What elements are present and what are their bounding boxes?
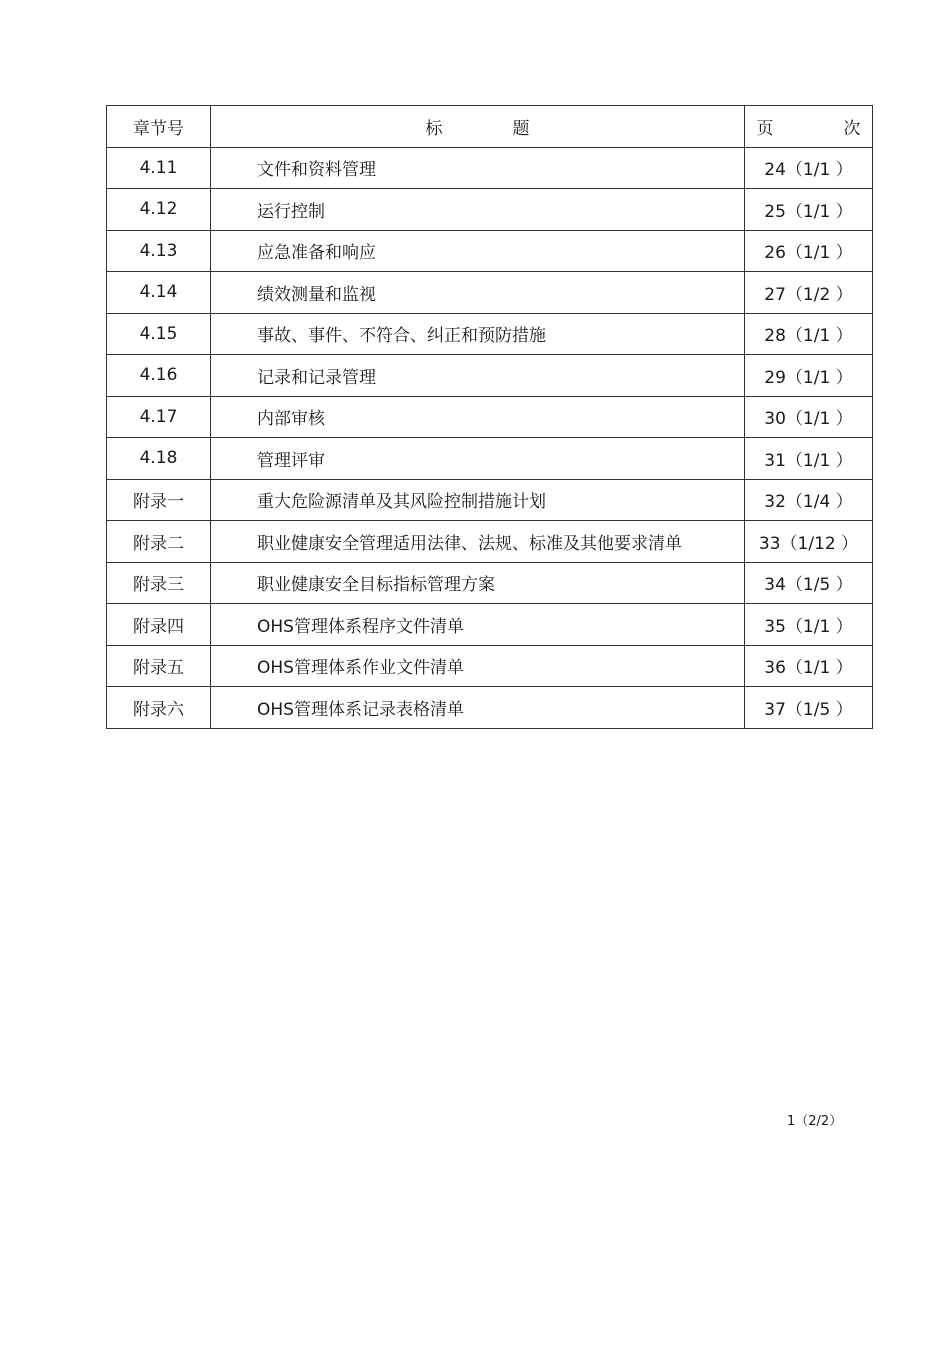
- row-section: 4.13: [107, 230, 211, 272]
- table-row: [107, 355, 873, 397]
- row-page: 24（1/1 ）: [745, 147, 873, 189]
- row-section: 附录一: [107, 479, 211, 521]
- row-page: 34（1/5 ）: [745, 562, 873, 604]
- row-section: 附录六: [107, 687, 211, 729]
- row-section: 4.11: [107, 147, 211, 189]
- row-section: 4.15: [107, 313, 211, 355]
- table-row: [107, 438, 873, 480]
- header-title: [211, 106, 745, 148]
- row-section: 4.18: [107, 438, 211, 480]
- row-section: 4.12: [107, 189, 211, 231]
- table-row: [107, 521, 873, 563]
- table-row: [107, 147, 873, 189]
- row-section: 附录四: [107, 604, 211, 646]
- table-header-row: [107, 106, 873, 148]
- row-page: 26（1/1 ）: [745, 230, 873, 272]
- row-title: OHS管理体系记录表格清单: [211, 687, 745, 729]
- row-title: OHS管理体系程序文件清单: [211, 604, 745, 646]
- row-title: 运行控制: [211, 189, 745, 231]
- row-title: 事故、事件、不符合、纠正和预防措施: [211, 313, 745, 355]
- row-section: 4.16: [107, 355, 211, 397]
- page-number: 1（2/2）: [787, 1114, 843, 1129]
- row-section: 附录三: [107, 562, 211, 604]
- row-title: 应急准备和响应: [211, 230, 745, 272]
- row-page: 28（1/1 ）: [745, 313, 873, 355]
- row-page: 32（1/4 ）: [745, 479, 873, 521]
- toc-table: [106, 105, 893, 729]
- row-page: 25（1/1 ）: [745, 189, 873, 231]
- table-row: [107, 272, 873, 314]
- row-page: 31（1/1 ）: [745, 438, 873, 480]
- table-row: [107, 189, 873, 231]
- row-section: 附录五: [107, 645, 211, 687]
- table-row: [107, 645, 873, 687]
- row-section: 4.17: [107, 396, 211, 438]
- header-page: [745, 106, 893, 148]
- header-title-text: 标 题: [425, 118, 562, 139]
- row-title: 职业健康安全目标指标管理方案: [211, 562, 745, 604]
- header-section: 章节号: [107, 106, 211, 148]
- row-title: 职业健康安全管理适用法律、法规、标准及其他要求清单: [211, 521, 745, 563]
- table-row: [107, 313, 873, 355]
- table-row: [107, 604, 873, 646]
- table-row: [107, 396, 873, 438]
- row-page: 35（1/1 ）: [745, 604, 873, 646]
- row-page: 30（1/1 ）: [745, 396, 873, 438]
- row-page: 27（1/2 ）: [745, 272, 873, 314]
- row-section: 附录二: [107, 521, 211, 563]
- row-title: 内部审核: [211, 396, 745, 438]
- row-page: 36（1/1 ）: [745, 645, 873, 687]
- row-title: 重大危险源清单及其风险控制措施计划: [211, 479, 745, 521]
- header-page-text: 页 次: [756, 118, 893, 139]
- table-row: [107, 479, 873, 521]
- table-row: [107, 230, 873, 272]
- row-title: 文件和资料管理: [211, 147, 745, 189]
- row-title: 记录和记录管理: [211, 355, 745, 397]
- row-page: 33（1/12 ）: [745, 521, 873, 563]
- table-row: [107, 562, 873, 604]
- table-row: [107, 687, 873, 729]
- row-page: 37（1/5 ）: [745, 687, 873, 729]
- row-section: 4.14: [107, 272, 211, 314]
- row-title: 绩效测量和监视: [211, 272, 745, 314]
- row-title: OHS管理体系作业文件清单: [211, 645, 745, 687]
- row-page: 29（1/1 ）: [745, 355, 873, 397]
- row-title: 管理评审: [211, 438, 745, 480]
